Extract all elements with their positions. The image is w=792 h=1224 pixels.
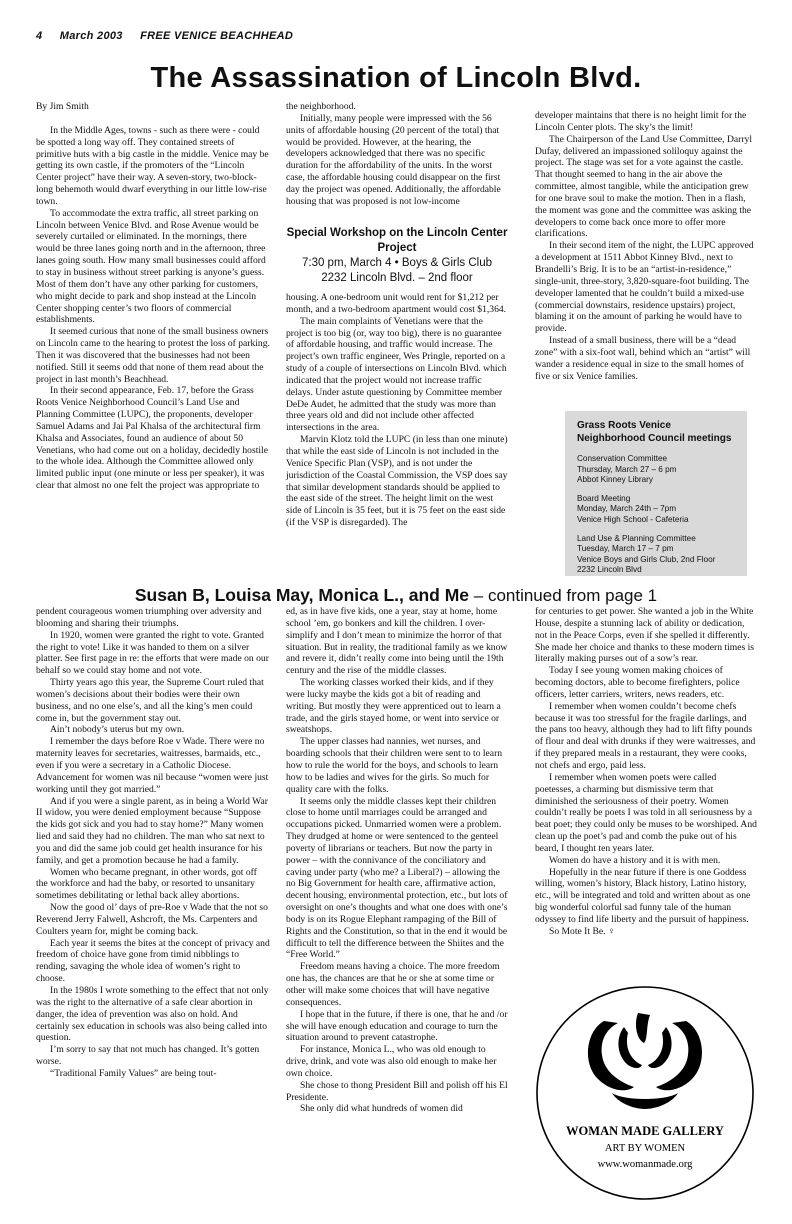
meeting-entry	[577, 494, 737, 526]
article2-continued: – continued from page 1	[469, 586, 658, 605]
paragraph: ed, as in have five kids, one a year, stay at home, home school ’em, go bonkers and kill the children. I over-simplify and I don’t mean to minimize the horror of that situation. But in reality, the traditional family as we know and revere it, didn’t really come into being until the 19th century and the rise of the middle classes.	[286, 606, 508, 677]
paragraph: The main complaints of Venetians were that the project is too big (or, way too big), there is no guarantee of affordable housing, and traffic would increase. The project’s own traffic engineer, Wes Pringle, reported on a study of a couple of intersections on Lincoln Blvd. which indicated that the project would not increase traffic delays. Under astute questioning by Committee member DeDe Audet, he admitted that the study was more than three years old and did not include other affected intersections in the area.	[286, 315, 507, 434]
paragraph: And if you were a single parent, as in being a World War II widow, you were denied employment because “Suppose the kids got sick and you had to stay home?” Many women lied and said they had no children. The man who sat next to you and did the same job could get health insurance for his family, and get a promotion because he had a family.	[36, 795, 268, 866]
paragraph: Freedom means having a choice. The more freedom one has, the chances are that he or she at some time or other will make some choices that will have negative consequences.	[286, 961, 500, 1008]
meeting-entry	[577, 454, 737, 486]
paragraph: Marvin Klotz told the LUPC (in less than one minute) that while the east side of Lincoln is not included in the Venice Specific Plan (VSP), and is not under the jurisdiction of the Coastal Commission, the VSP does say that similar development standards should be applied to the east side of the street. The height limit on the west side of Lincoln is 35 feet, but it is 75 feet on the east side (if the VSP is disregarded). The	[286, 434, 508, 529]
page-number: 4	[36, 30, 43, 42]
gallery-ad	[534, 983, 756, 1203]
article2-heading	[36, 585, 756, 606]
workshop-time: 7:30 pm, March 4 • Boys & Girls Club	[301, 257, 492, 269]
meeting-line: Monday, March 24th – 7pm	[577, 504, 677, 514]
paragraph: In the Middle Ages, towns - such as there were - could be spotted a long way off. They contained streets of primitive huts with a big castle in the middle. Venice may be getting its own castle, if the promoters of the “Lincoln Center project” have their way. A seven-story, two-block-long behemoth would dwarf everything in our little low-rise town.	[36, 124, 269, 207]
publication-name: FREE VENICE BEACHHEAD	[140, 30, 294, 42]
paragraph: The working classes worked their kids, and if they were lucky maybe the kids got a bit of reading and writing. But mostly they were apprenticed out to learn a trade, and the girls stayed home, or went into service or sweatshops.	[286, 677, 501, 736]
paragraph: For instance, Monica L., who was old enough to drive, drink, and vote was also old enough to make her own choice.	[286, 1044, 497, 1079]
paragraph: the neighborhood.	[286, 101, 356, 112]
paragraph: I hope that in the future, if there is one, that he and /or she will have enough education and courage to turn the situation around to prevent catastrophe.	[286, 1008, 508, 1044]
issue-date: March 2003	[59, 30, 123, 42]
paragraph: It seems only the middle classes kept their children close to home until marriages could be arranged and occupations picked. Unmarried women were a problem. They drudged at home or were sentenced to the genteel poverty of librarians or teachers. But now the party in power – with the connivance of the conciliatory and caving under party (who me? a Liberal?) – allowing the no Big Government for health care, affirmative action, decent housing, environmental protection, etc., but lots of oversight on one’s thoughts and what one does with one’s body is on its Rogue Elephant rampaging of the Bill of Rights and the Constitution, so that in the end it would be difficult to tell the difference between the Shiites and the “Free World.”	[286, 795, 508, 961]
paragraph: In the 1980s I wrote something to the effect that not only was the right to the alternative of a safe clear abortion in danger, the idea of prevention was also on hold. And certainly sex education in schools was also being called into question.	[36, 985, 269, 1044]
article2-title: Susan B, Louisa May, Monica L., and Me	[134, 585, 470, 605]
gallery-name: WOMAN MADE GALLERY	[566, 1124, 724, 1138]
paragraph: The Chairperson of the Land Use Committee, Darryl Dufay, delivered an impassioned soliloquy against the project. The stage was set for a vote against the castle. That thought seemed to hang in the air above the committee, almost tangible, while the anticipation grew for one brave soul to make the motion. Then in a flash, the moment was gone and the committee was asking the developers to come back once more to offer more clarifications.	[535, 133, 753, 240]
paragraph: Each year it seems the bites at the concept of privacy and freedom of choice have gone from timid nibblings to rending, savaging the whole idea of women’s right to choose.	[36, 937, 270, 985]
paragraph: for centuries to get power. She wanted a job in the White House, despite a stunning lack of ability or dedication, not in the Peace Corps, even if she spelled it differently. She made her choice and thanks to these modern times is literally making purses out of a sow’s rear.	[535, 606, 754, 665]
paragraph: She chose to thong President Bill and polish off his El Presidente.	[286, 1079, 508, 1103]
article2-column-2	[286, 606, 508, 1115]
meetings-box	[565, 411, 747, 576]
gallery-ad-graphic	[534, 983, 756, 1203]
paragraph: I’m sorry to say that not much has changed. It’s gotten worse.	[36, 1044, 260, 1068]
paragraph: I remember when women poets were called poetesses, a charming but dismissive term that diminished the seriousness of their poetry. Women couldn’t really be poets I was told in all seriousness by a beat poet; they could only be muses to be worshiped. And clean up the poet’s pad and comb the puke out of his beard, I thought ten years later.	[535, 771, 757, 854]
meeting-line: 2232 Lincoln Blvd	[577, 565, 642, 575]
paragraph: In 1920, women were granted the right to vote. Granted the right to vote! Like it was handed to them on a silver platter. See first page in re: the efforts that were made on our behalf so we could stay home and not vote.	[36, 629, 269, 677]
paragraph: She only did what hundreds of women did	[300, 1103, 463, 1115]
page-header	[36, 30, 307, 42]
paragraph: “Traditional Family Values” are being tout-	[50, 1067, 217, 1079]
paragraph: Instead of a small business, there will be a “dead zone” with a six-foot wall, behind which an “artist” will wander a residence equal in size to the small homes of five or six Venice families.	[535, 335, 751, 382]
meeting-line: Conservation Committee	[577, 454, 668, 463]
paragraph: In their second appearance, Feb. 17, before the Grass Roots Venice Neighborhood Council’s Land Use and Planning Committee (LUPC), the proponents, developer Samuel Adams and Jai Pal Khalsa of the architectural firm Khalsa and Associates, found an audience of about 50 Venetians, who had come out on a holiday, decidedly hostile to the whole idea. Although the Committee allowed only limited public input (one minute or less per speaker), it was clear that almost no one felt the project was appropriate to	[36, 385, 268, 492]
paragraph: Women who became pregnant, in other words, got off the workforce and had the baby, or resorted to unsanitary sometimes debilitating or lethal back alley abortions.	[36, 866, 257, 902]
paragraph: Now the good ol’ days of pre-Roe v Wade that the not so Reverend Jerry Falwell, Ashcroft, the Ms. Carpenters and Coulters yearn for, might be coming back.	[36, 902, 268, 937]
paragraph: Women do have a history and it is with men.	[549, 854, 721, 866]
workshop-location: 2232 Lincoln Blvd. – 2nd floor	[321, 272, 473, 284]
paragraph: I remember when women couldn’t become chefs because it was too stressful for the fragile darlings, and the pans too heavy, although they had to lift fifty pounds of flour and deal with drunks if they were waitresses, and if they prepared meals in a restaurant, they were cooks, not chefs and ergo, paid less.	[535, 700, 756, 771]
paragraph: developer maintains that there is no height limit for the Lincoln Center plots. The sky’s the limit!	[535, 110, 747, 133]
gallery-tagline: ART BY WOMEN	[604, 1143, 686, 1154]
meeting-line: Land Use & Planning Committee	[577, 533, 696, 543]
meetings-title: Grass Roots Venice Neighborhood Council meetings	[577, 420, 732, 444]
paragraph: Ain’t nobody’s uterus but my own.	[50, 724, 185, 736]
meeting-entry	[577, 534, 737, 576]
gallery-url: www.womanmade.org	[597, 1159, 693, 1170]
meeting-line: Thursday, March 27 – 6 pm	[577, 464, 677, 474]
article1-column-1	[36, 101, 270, 492]
paragraph: housing. A one-bedroom unit would rent for $1,212 per month, and a two-bedroom apartment would cost $1,364.	[286, 292, 507, 315]
article2-column-1	[36, 606, 270, 1080]
article1-col1-body	[36, 125, 270, 492]
paragraph: So Mote It Be. ♀	[549, 925, 616, 937]
meetings-list	[577, 454, 737, 576]
paragraph: To accommodate the extra traffic, all street parking on Lincoln between Venice Blvd. and Rose Avenue would be severely curtailed or eliminated. In the mornings, there would be three lanes going north and in the afternoon, three lanes going south. How many small businesses could afford to stay in business without street parking is anyone’s guess. Most of them don’t have any other parking for customers, who might decide to park and shop instead at the Lincoln Center shopping center’s two floors of commercial establishments.	[36, 207, 266, 326]
meeting-line: Venice High School - Cafeteria	[577, 514, 689, 524]
paragraph: Today I see young women making choices of becoming doctors, able to become firefighters, police officers, letter carriers, writers, news readers, etc.	[535, 665, 740, 700]
meeting-line: Tuesday, March 17 – 7 pm	[577, 544, 674, 554]
article1-column-2-bottom	[286, 292, 508, 529]
workshop-callout	[286, 226, 508, 286]
paragraph: Thirty years ago this year, the Supreme Court ruled that women’s decisions about their bodies were their own business, and no one else’s, and all the king’s men could come in, but the government stay out.	[36, 677, 264, 724]
meeting-line: Venice Boys and Girls Club, 2nd Floor	[577, 554, 716, 564]
paragraph: pendent courageous women triumphing over adversity and blooming and sharing their triumphs.	[36, 606, 262, 629]
article1-column-3	[535, 110, 757, 382]
byline: By Jim Smith	[36, 101, 89, 112]
paragraph: I remember the days before Roe v Wade. There were no maternity leaves for secretaries, waitresses, barmaids, etc., even if you were a secretary in a Catholic Diocese. Advancement for women was nil because “women were just working until they got married.”	[36, 736, 269, 795]
paragraph: The upper classes had nannies, wet nurses, and boarding schools that their children were sent to to learn how to rule the world for the boys, and schools to learn how to be ladies and wives for the girls. So much for quality care with the folks.	[286, 736, 503, 795]
paragraph: It seemed curious that none of the small business owners on Lincoln came to the hearing to protest the loss of parking. Then it was discovered that the businesses had not been notified. Still it seems odd that none of them read about the project in last month’s Beachhead.	[36, 326, 270, 385]
meeting-line: Abbot Kinney Library	[577, 475, 654, 485]
article1-column-2-top	[286, 101, 508, 208]
paragraph: In their second item of the night, the LUPC approved a development at 1511 Abbot Kinney Blvd., next to Brandelli’s Brig. It is to be an “artist-in-residence,” single-unit, three-story, 3,820-square-foot building. The developer lamented that he couldn’t build a mixed-use (commercial downstairs, residence upstairs) project, blaming it on the amount of parking he would have to provide.	[535, 240, 754, 335]
paragraph: Initially, many people were impressed with the 56 units of affordable housing (20 percent of the total) that would be provided. However, at the hearing, the developers acknowledged that there was no specific duration for the affordability of the units. In the worst case, the affordable housing could disappear on the first day the project was opened. Additionally, the affordable housing that was proposed is not low-income	[286, 112, 501, 207]
paragraph: Hopefully in the near future if there is one Goddess willing, women’s history, Black history, Latino history, etc., will be integrated and told and written about as one big wonderful colorful sad funny tale of the human odyssey to find life liberty and the pursuit of happiness.	[535, 866, 751, 925]
workshop-title: Special Workshop on the Lincoln Center Project	[286, 227, 508, 254]
article-headline: The Assassination of Lincoln Blvd.	[150, 62, 642, 94]
article2-column-3	[535, 606, 757, 938]
meeting-line: Board Meeting	[577, 493, 631, 503]
